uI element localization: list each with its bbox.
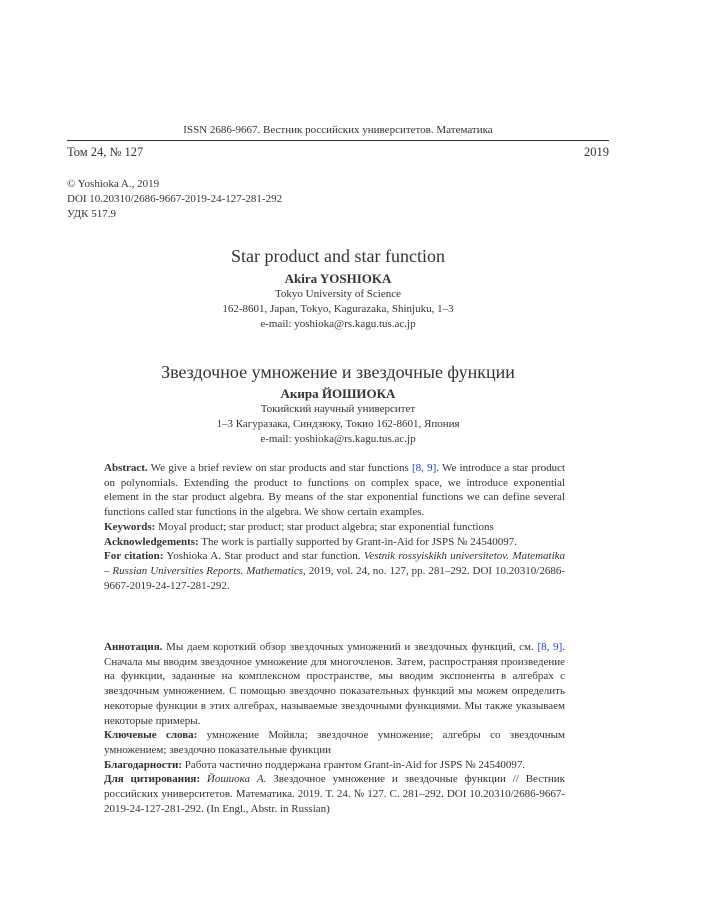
english-address: 162-8601, Japan, Tokyo, Kagurazaka, Shinjuku, 1–3	[222, 303, 454, 315]
russian-acknowledgements: Благодарности: Работа частично поддержана грантом Grant-in-Aid for JSPS № 24540097.	[104, 758, 526, 771]
meta-block	[67, 177, 282, 222]
english-affiliation: Tokyo University of Science	[274, 288, 401, 300]
english-title: Star product and star function	[231, 246, 445, 266]
reference-link[interactable]: [8, 9]	[537, 641, 563, 653]
russian-abstract-section	[104, 640, 565, 816]
english-citation: For citation: Yoshioka A. Star product and star function. Vestnik rossyiskikh universitetov. Matematika – Russian Universities Reports. Mathematics, 2019, vol. 24, no. 127, pp. 281–292. DOI 10.20310/2686-9667-2019-24-127-281-292.	[104, 550, 566, 592]
russian-address: 1–3 Кагуразака, Синдзюку, Токио 162-8601, Япония	[216, 418, 460, 430]
english-email: e-mail: yoshioka@rs.kagu.tus.ac.jp	[260, 318, 416, 330]
russian-citation: Для цитирования: Йошиока А. Звездочное умножение и звездочные функции // Вестник российских университетов. Математика. 2019. Т. 24. № 127. С. 281–292. DOI 10.20310/2686-9667-2019-24-127-281-292. (In Engl., Abstr. in Russian)	[104, 773, 566, 815]
reference-link[interactable]: [8, 9]	[412, 462, 437, 474]
english-keywords: Keywords: Moyal product; star product; star product algebra; star exponential functions	[104, 520, 494, 533]
russian-email: e-mail: yoshioka@rs.kagu.tus.ac.jp	[260, 433, 416, 445]
journal-header: ISSN 2686-9667. Вестник российских университетов. Математика	[183, 124, 493, 136]
annotation-label: Аннотация.	[104, 641, 163, 653]
english-acknowledgements: Acknowledgements: The work is partially supported by Grant-in-Aid for JSPS № 24540097.	[104, 535, 517, 548]
english-abstract-section	[104, 461, 565, 593]
english-author: Akira YOSHIOKA	[284, 271, 392, 286]
russian-title: Звездочное умножение и звездочные функции	[161, 362, 515, 382]
english-abstract: Abstract. We give a brief review on star products and star functions [8, 9]. We introduce a star product on polynomials. Extending the product to functions on complex space, we introduce exponential element in the star product algebra. By means of the star exponential functions we can define several functions called star functions in the algebra. We show certain examples.	[104, 462, 566, 519]
russian-abstract: Аннотация. Мы даем короткий обзор звездочных умножений и звездочных функций, см. [8, 9]. Сначала мы вводим звездочное умножение для многочленов. Затем, распространяя произведение на функции, заданные на комплексном пространстве, мы вводим экспоненты в алгебрах с звездочным умножением. С помощью звездочно показательных функций мы можем определить некоторые функции в этих алгебрах, называемые звездочными функциями. Мы также указываем некоторые примеры.	[104, 641, 565, 727]
russian-keywords: Ключевые слова: умножение Мойяла; звездочное умножение; алгебры со звездочным умножением; звездочно показательные функции	[104, 729, 565, 756]
header-rule	[67, 140, 609, 141]
copyright-line: © Yoshioka A., 2019	[67, 178, 160, 190]
udk-line: УДК 517.9	[67, 208, 117, 220]
volume-number: Том 24, № 127	[67, 145, 144, 159]
abstract-label: Abstract.	[104, 462, 148, 474]
doi-line: DOI 10.20310/2686-9667-2019-24-127-281-292	[67, 193, 283, 205]
publication-year: 2019	[584, 145, 609, 159]
russian-author: Акира ЙОШИОКА	[280, 386, 396, 401]
russian-affiliation: Токийский научный университет	[260, 403, 416, 415]
